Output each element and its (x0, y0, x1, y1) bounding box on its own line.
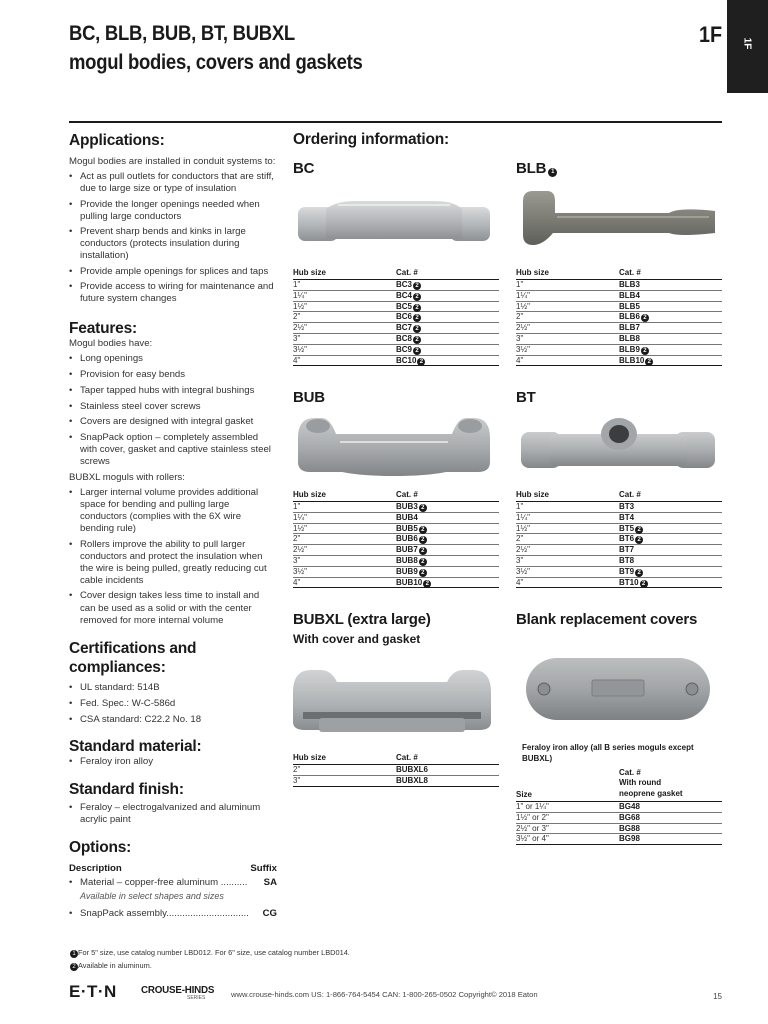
section-tab[interactable] (727, 0, 768, 93)
hub-size-cell: 1¼" (293, 512, 307, 522)
table-row (516, 813, 722, 824)
catalog-number-cell (619, 356, 653, 366)
catalog-number: BLB8 (619, 333, 640, 343)
bub-title: BUB (293, 389, 325, 406)
catalog-number: BUB5 (396, 523, 418, 533)
catalog-number: BT10 (619, 577, 639, 587)
bc-title: BC (293, 160, 315, 177)
option-suffix: CG (262, 907, 277, 919)
options-col-description: Description (69, 863, 122, 875)
list-item: • Long openings (69, 353, 277, 365)
table-row (516, 556, 722, 567)
catalog-number-cell (619, 334, 640, 344)
ordering-heading: Ordering information: (293, 131, 449, 148)
table-row (293, 312, 499, 323)
covers-table (516, 769, 722, 845)
table-row (516, 834, 722, 845)
catalog-number: BUB3 (396, 502, 418, 511)
catalog-number: BG68 (619, 812, 640, 822)
hub-size-cell: 1½" (293, 523, 307, 533)
catalog-number: BT5 (619, 523, 635, 533)
table-row (293, 291, 499, 302)
catalog-number: BLB6 (619, 312, 640, 322)
catalog-number-cell (619, 280, 640, 290)
footnote-marker: 2 (635, 526, 643, 534)
blb-photo (519, 183, 717, 255)
bc-photo (296, 195, 492, 251)
bub-table (293, 490, 499, 588)
table-row (516, 312, 722, 323)
page-title-line1: BC, BLB, BUB, BT, BUBXL (69, 22, 295, 45)
table-header (516, 268, 722, 280)
hub-size-cell: 4" (516, 577, 524, 587)
left-column (69, 131, 277, 920)
catalog-number: BLB5 (619, 301, 640, 311)
footnote-marker: 2 (419, 504, 427, 512)
footnote-marker: 2 (641, 347, 649, 355)
catalog-number: BUBXL8 (396, 775, 429, 785)
bubxl-table (293, 753, 499, 787)
certifications-heading-line1: Certifications and (69, 640, 197, 657)
footnote-marker: 2 (645, 358, 653, 366)
footnote-marker: 2 (640, 580, 648, 588)
bubxl-rollers-list (69, 487, 277, 627)
table-row (516, 524, 722, 535)
catalog-number-cell (619, 302, 640, 312)
catalog-number: BT9 (619, 566, 635, 576)
catalog-number-cell (396, 578, 431, 588)
catalog-number-cell (619, 502, 634, 512)
catalog-number: BT4 (619, 512, 635, 522)
catalog-number: BT8 (619, 555, 635, 565)
footnote-marker: 2 (423, 580, 431, 588)
table-row (516, 578, 722, 589)
footnote-marker: 2 (413, 304, 421, 312)
table-row (516, 356, 722, 367)
list-item: • Stainless steel cover screws (69, 401, 277, 413)
col-cat: Cat. # (619, 490, 641, 499)
bubxl-rows (293, 765, 499, 787)
footnote-marker: 2 (413, 347, 421, 355)
certifications-heading (69, 639, 277, 677)
catalog-number-cell (619, 567, 643, 577)
table-header (293, 490, 499, 502)
footnote-marker: 2 (417, 358, 425, 366)
catalog-number: BG98 (619, 834, 640, 844)
catalog-number-cell (619, 534, 643, 544)
brand-series: SERIES (187, 995, 206, 1001)
footnote-marker: 2 (413, 282, 421, 290)
footnote-marker: 2 (419, 569, 427, 577)
hub-size-cell: 2" (516, 534, 524, 544)
hub-size-cell: 3½" (293, 566, 307, 576)
catalog-number: BC8 (396, 333, 413, 343)
catalog-number-cell (619, 578, 648, 588)
hub-size-cell: 1¼" (516, 512, 530, 522)
catalog-number-cell (396, 356, 425, 366)
certifications-heading-line2: compliances: (69, 659, 166, 676)
applications-list (69, 171, 277, 305)
footnote-marker: 2 (419, 558, 427, 566)
table-row (293, 556, 499, 567)
blb-title (516, 160, 557, 177)
eaton-logo[interactable]: E·T·N (69, 982, 117, 1001)
hub-size-cell: 1" (516, 502, 524, 511)
page-number: 15 (713, 992, 722, 1001)
col-cat: Cat. # (619, 268, 641, 277)
catalog-number: BT3 (619, 502, 635, 511)
catalog-number: BC6 (396, 312, 413, 322)
hub-size-cell: 1½" (516, 523, 530, 533)
footnote-marker: 2 (413, 293, 421, 301)
footnote-marker: 2 (70, 963, 78, 971)
catalog-number: BLB7 (619, 323, 640, 333)
catalog-number-cell (396, 502, 427, 512)
hub-size-cell: 4" (293, 355, 301, 365)
table-row (293, 345, 499, 356)
catalog-number: BLB9 (619, 344, 640, 354)
hub-size-cell: 3½" or 4" (516, 834, 549, 844)
table-row (293, 513, 499, 524)
catalog-number: BT6 (619, 534, 635, 544)
list-item: • Larger internal volume provides additional space for bending and pulling large conductors (complies with the 6X wire bending rule) (69, 487, 277, 536)
list-item: • Rollers improve the ability to pull larger conductors and protect the insulation when the wire is being pulled, greatly reducing cut cable incidents (69, 539, 277, 588)
col-cat: Cat. # (396, 490, 418, 499)
list-item: • Prevent sharp bends and kinks in large conductors (protects insulation during installation) (69, 226, 277, 263)
table-header (516, 490, 722, 502)
col-hub-size: Hub size (293, 753, 326, 762)
catalog-number-cell (396, 334, 421, 344)
footnote-text: Available in aluminum. (78, 960, 152, 970)
col-cat-line1: Cat. # (619, 767, 641, 777)
hub-size-cell: 1½" or 2" (516, 812, 549, 822)
catalog-number: BUB4 (396, 512, 418, 522)
catalog-number: BLB10 (619, 355, 645, 365)
footnote-marker: 2 (635, 536, 643, 544)
options-heading: Options: (69, 839, 132, 857)
option-suffix: SA (263, 877, 277, 889)
table-row (293, 545, 499, 556)
option-row (69, 877, 277, 890)
table-row (516, 567, 722, 578)
list-item: • Provide access to wiring for maintenance and future system changes (69, 281, 277, 305)
catalog-number-cell (619, 824, 640, 834)
hub-size-cell: 4" (293, 577, 301, 587)
catalog-number: BC5 (396, 301, 413, 311)
header-rule (69, 121, 722, 123)
catalog-number-cell (619, 513, 634, 523)
table-row (293, 334, 499, 345)
catalog-number-cell (396, 545, 427, 555)
footnote-marker: 1 (70, 950, 78, 958)
hub-size-cell: 3" (516, 333, 524, 343)
footnote-2 (69, 960, 350, 973)
table-row (293, 502, 499, 513)
catalog-number: BLB3 (619, 280, 640, 289)
certifications-list (69, 682, 277, 727)
option-description: • SnapPack assembly............................... (80, 907, 249, 919)
applications-intro: Mogul bodies are installed in conduit systems to: (69, 156, 276, 167)
catalog-number: BC7 (396, 323, 413, 333)
catalog-number-cell (396, 302, 421, 312)
table-header (293, 268, 499, 280)
features-heading: Features: (69, 320, 137, 338)
catalog-number: BT7 (619, 545, 635, 555)
section-tab-label: 1F (741, 37, 753, 50)
brand-name: CROUSE-HINDS (141, 985, 215, 996)
bc-rows (293, 280, 499, 366)
catalog-number-cell (396, 323, 421, 333)
table-row (293, 567, 499, 578)
footnote-marker: 2 (641, 314, 649, 322)
hub-size-cell: 2" (516, 312, 524, 322)
bc-table (293, 268, 499, 366)
cover-photo (522, 654, 714, 726)
blb-rows (516, 280, 722, 366)
footnote-marker: 2 (419, 547, 427, 555)
catalog-number-cell (619, 312, 649, 322)
hub-size-cell: 2½" (293, 323, 307, 333)
table-row (293, 280, 499, 291)
catalog-number: BC9 (396, 344, 413, 354)
table-row (516, 280, 722, 291)
list-item: • Covers are designed with integral gasket (69, 416, 277, 428)
table-row (293, 524, 499, 535)
applications-heading: Applications: (69, 132, 165, 149)
table-row (516, 302, 722, 313)
col-hub-size: Hub size (293, 490, 326, 499)
catalog-number-cell (619, 545, 634, 555)
catalog-number-cell (396, 280, 421, 290)
option-row (69, 908, 277, 921)
options-header (69, 862, 277, 875)
hub-size-cell: 3" (293, 333, 301, 343)
footnote-marker: 1 (548, 168, 557, 177)
bt-table (516, 490, 722, 588)
hub-size-cell: 2½" (293, 545, 307, 555)
hub-size-cell: 3½" (516, 566, 530, 576)
list-item: • SnapPack option – completely assembled with cover, gasket and captive stainless steel screws (69, 432, 277, 469)
bt-photo (519, 416, 717, 476)
table-row (293, 776, 499, 787)
features-intro: Mogul bodies have: (69, 338, 153, 350)
table-row (516, 513, 722, 524)
catalog-number-cell (619, 323, 640, 333)
list-item: • UL standard: 514B (69, 682, 277, 694)
hub-size-cell: 3" (293, 775, 301, 785)
covers-caption: Feraloy iron alloy (all B series moguls except BUBXL) (522, 743, 694, 763)
bub-rows (293, 502, 499, 588)
hub-size-cell: 1½" (293, 301, 307, 311)
catalog-number-cell (396, 765, 428, 775)
catalog-number: BUB8 (396, 555, 418, 565)
section-code: 1F (699, 22, 723, 47)
col-cat: Cat. # (396, 753, 418, 762)
catalog-number-cell (396, 524, 427, 534)
table-row (516, 545, 722, 556)
col-hub-size: Hub size (516, 268, 549, 277)
hub-size-cell: 3½" (293, 344, 307, 354)
footer-contact[interactable]: www.crouse-hinds.com US: 1-866-764-5454 CAN: 1-800-265-0502 Copyright© 2018 Eaton (231, 990, 538, 999)
hub-size-cell: 1¼" (516, 290, 530, 300)
bubxl-rollers-intro: BUBXL moguls with rollers: (69, 471, 185, 483)
catalog-number-cell (396, 513, 418, 523)
col-cat-gasket (619, 768, 683, 800)
catalog-number: BUB7 (396, 545, 418, 555)
hub-size-cell: 3" (516, 555, 524, 565)
covers-title: Blank replacement covers (516, 611, 698, 628)
table-row (516, 502, 722, 513)
catalog-number: BUBXL6 (396, 765, 429, 774)
hub-size-cell: 2" (293, 765, 301, 774)
list-item: • Provide ample openings for splices and taps (69, 266, 277, 278)
catalog-number-cell (619, 291, 640, 301)
catalog-number-cell (396, 534, 427, 544)
page-title-line2: mogul bodies, covers and gaskets (69, 51, 363, 74)
hub-size-cell: 1¼" (293, 290, 307, 300)
hub-size-cell: 1" (516, 280, 524, 289)
list-item: • Feraloy iron alloy (69, 756, 277, 768)
bubxl-title: BUBXL (extra large) (293, 611, 431, 628)
option-note: Available in select shapes and sizes (80, 890, 224, 901)
footnote-1 (69, 947, 350, 960)
hub-size-cell: 1½" (516, 301, 530, 311)
hub-size-cell: 3½" (516, 344, 530, 354)
catalog-number: BG88 (619, 823, 640, 833)
list-item: • Fed. Spec.: W-C-586d (69, 698, 277, 710)
catalog-number: BG48 (619, 802, 640, 811)
hub-size-cell: 3" (293, 555, 301, 565)
catalog-number-cell (396, 556, 427, 566)
blb-title-text: BLB (516, 160, 547, 177)
bub-photo (296, 412, 492, 480)
table-row (293, 578, 499, 589)
footnote-marker: 2 (635, 569, 643, 577)
footnote-marker: 2 (413, 325, 421, 333)
blb-table (516, 268, 722, 366)
catalog-number-cell (396, 291, 421, 301)
table-row (516, 323, 722, 334)
list-item: • Cover design takes less time to install and can be used as a solid or with the center removed for more internal volume (69, 590, 277, 627)
footnote-marker: 2 (413, 314, 421, 322)
catalog-number: BUB9 (396, 566, 418, 576)
table-row (516, 345, 722, 356)
catalog-number-cell (396, 776, 428, 786)
list-item: • Taper tapped hubs with integral bushings (69, 385, 277, 397)
col-cat-line2: With round (619, 778, 662, 787)
option-description: • Material – copper-free aluminum .......... (80, 877, 248, 889)
catalog-number-cell (619, 556, 634, 566)
list-item: • CSA standard: C22.2 No. 18 (69, 714, 277, 726)
table-row (293, 534, 499, 545)
hub-size-cell: 2" (293, 312, 301, 322)
catalog-number-cell (396, 312, 421, 322)
bt-title: BT (516, 389, 536, 406)
table-row (516, 802, 722, 813)
footer (69, 982, 722, 1002)
footnote-marker: 2 (413, 336, 421, 344)
finish-list (69, 802, 277, 826)
material-list (69, 756, 277, 768)
list-item: • Act as pull outlets for conductors that are stiff, due to large size or type of insulation (69, 171, 277, 195)
table-row (516, 334, 722, 345)
hub-size-cell: 2½" or 3" (516, 823, 549, 833)
table-row (293, 323, 499, 334)
list-item: • Provide the longer openings needed when pulling large conductors (69, 199, 277, 223)
catalog-number: BC10 (396, 355, 417, 365)
hub-size-cell: 1" or 1¼" (516, 802, 549, 811)
bubxl-photo (289, 656, 495, 740)
catalog-number-cell (619, 834, 640, 844)
features-list (69, 353, 277, 468)
table-row (516, 534, 722, 545)
table-header (516, 769, 722, 802)
hub-size-cell: 4" (516, 355, 524, 365)
material-heading: Standard material: (69, 737, 202, 755)
hub-size-cell: 1" (293, 280, 301, 289)
col-hub-size: Hub size (516, 490, 549, 499)
catalog-number: BUB6 (396, 534, 418, 544)
col-cat: Cat. # (396, 268, 418, 277)
catalog-number: BLB4 (619, 290, 640, 300)
table-row (293, 302, 499, 313)
col-size: Size (516, 790, 533, 799)
footnotes (69, 947, 350, 972)
hub-size-cell: 2½" (516, 323, 530, 333)
col-hub-size: Hub size (293, 268, 326, 277)
list-item: • Provision for easy bends (69, 369, 277, 381)
catalog-number-cell (396, 345, 421, 355)
finish-heading: Standard finish: (69, 780, 184, 798)
catalog-number-cell (396, 567, 427, 577)
list-item: • Feraloy – electrogalvanized and aluminum acrylic paint (69, 802, 277, 826)
footnote-marker: 2 (419, 536, 427, 544)
col-cat-line3: neoprene gasket (619, 788, 683, 798)
options-col-suffix: Suffix (250, 863, 277, 875)
catalog-number: BC3 (396, 280, 413, 289)
hub-size-cell: 1" (293, 502, 301, 511)
table-row (516, 824, 722, 835)
catalog-number-cell (619, 345, 649, 355)
catalog-number-cell (619, 524, 643, 534)
covers-rows (516, 802, 722, 845)
table-header (293, 753, 499, 765)
table-row (516, 291, 722, 302)
hub-size-cell: 2" (293, 534, 301, 544)
hub-size-cell: 2½" (516, 545, 530, 555)
bt-rows (516, 502, 722, 588)
catalog-number-cell (619, 802, 640, 812)
footnote-text: For 5" size, use catalog number LBD012. For 6" size, use catalog number LBD014. (78, 948, 350, 957)
table-row (293, 765, 499, 776)
footnote-marker: 2 (419, 526, 427, 534)
catalog-number-cell (619, 813, 640, 823)
catalog-number: BUB10 (396, 577, 423, 587)
table-row (293, 356, 499, 367)
catalog-number: BC4 (396, 290, 413, 300)
bubxl-subtitle: With cover and gasket (293, 632, 421, 646)
